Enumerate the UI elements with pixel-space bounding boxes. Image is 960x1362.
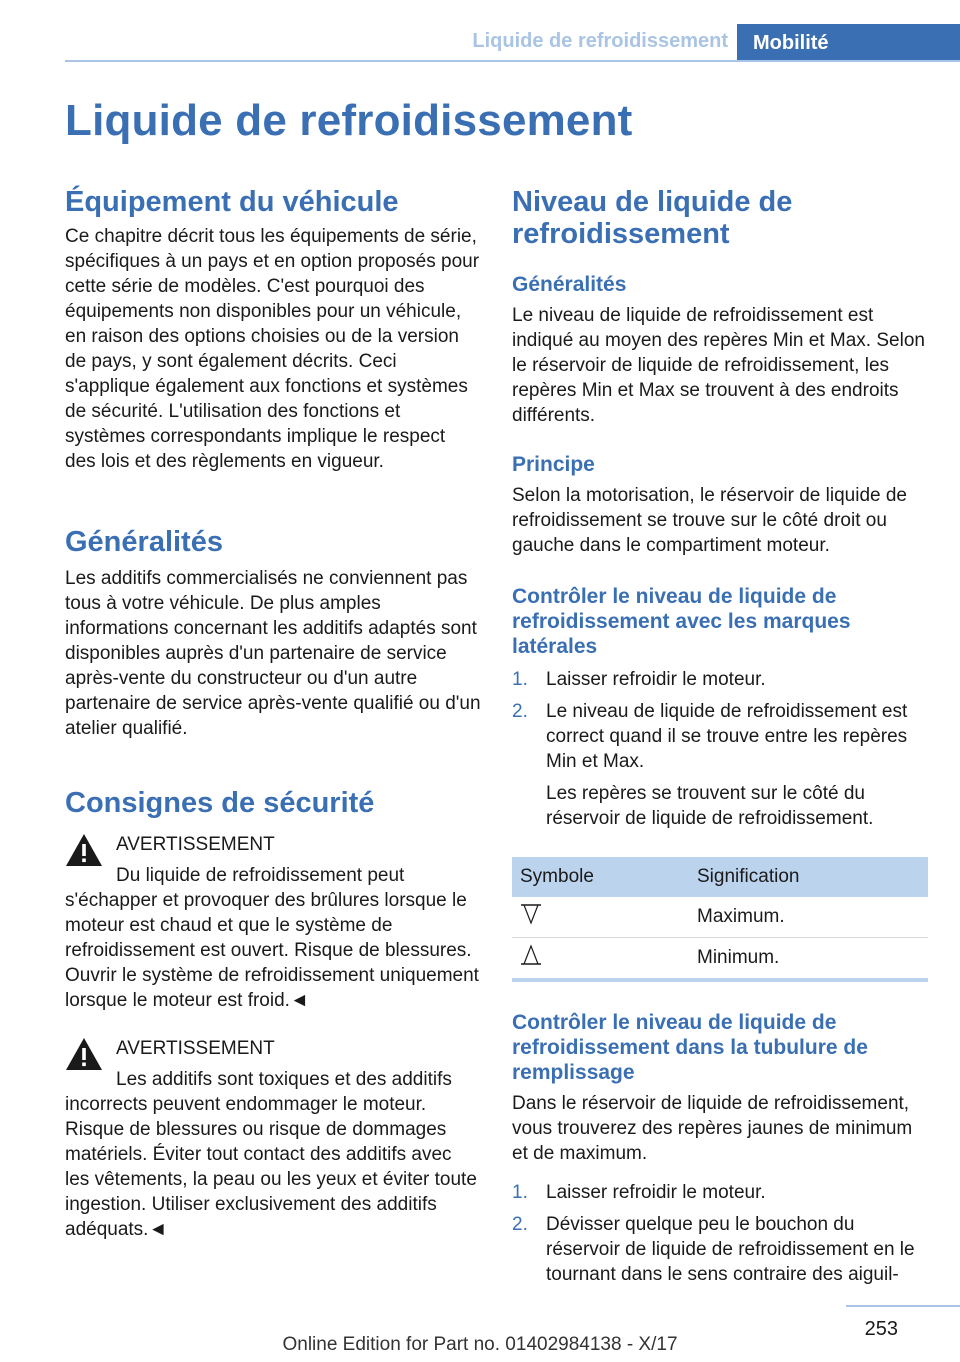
max-mark-icon (520, 903, 542, 925)
step-text: Le niveau de liquide de refroidissement est correct quand il se trouve entre les repères Min et Max. (546, 701, 908, 772)
symbol-table (512, 857, 928, 982)
table-header-symbol: Symbole (512, 857, 689, 897)
step-text: Laisser refroidir le moteur. (546, 669, 766, 690)
right-column (512, 182, 928, 1287)
principle-text: Selon la motorisation, le réservoir de liquide de refroidissement se trouve sur le côté droit ou gauche dans le compartiment moteur. (512, 485, 907, 556)
step-number: 1. (512, 1182, 528, 1203)
table-header-meaning: Signification (689, 857, 928, 897)
coolant-level-heading: Niveau de liquide de refroidissement (512, 186, 793, 250)
footer-divider (846, 1305, 960, 1307)
step-text: Laisser refroidir le moteur. (546, 1182, 766, 1203)
step-text: Dévisser quelque peu le bouchon du réservoir de liquide de refroidissement en le tournant dans le sens contraire des aiguil- (546, 1214, 915, 1285)
list-item (512, 1180, 928, 1205)
step-number: 1. (512, 669, 528, 690)
meaning-cell: Maximum. (689, 897, 928, 938)
symbol-cell (512, 938, 689, 979)
general-text: Les additifs commercialisés ne conviennent pas tous à votre véhicule. De plus amples informations concernant les additifs adaptés sont disponibles auprès d'un partenaire de service après-vente du constructeur ou d'un autre partenaire de service après-vente qualifié ou d'un atelier qualifié. (65, 568, 481, 739)
warning-triangle-icon (65, 833, 103, 867)
filler-neck-steps (512, 1180, 928, 1287)
side-marks-steps (512, 667, 928, 774)
table-row (512, 897, 928, 938)
header-tab-mobilite: Mobilité (737, 24, 960, 62)
equipment-heading: Équipement du véhicule (65, 186, 399, 218)
step-number: 2. (512, 1214, 528, 1235)
min-mark-icon (520, 944, 542, 966)
general-subheading: Généralités (512, 273, 627, 296)
symbol-cell (512, 897, 689, 938)
warning-text: Les additifs sont toxiques et des additifs incorrects peuvent endommager le moteur. Risque de blessures ou risque de dommages matériels. Éviter tout contact des additifs avec les vêtements, la peau ou les yeux et éviter toute ingestion. Utiliser exclusivement des additifs adéquats.◄ (65, 1069, 477, 1240)
page-number: 253 (864, 1318, 898, 1340)
list-item (512, 667, 928, 692)
page-title: Liquide de refroidissement (65, 96, 633, 145)
warning-title: AVERTISSEMENT (116, 1038, 275, 1059)
warning-block (65, 1037, 481, 1242)
header-divider (65, 60, 960, 62)
warning-triangle-icon (65, 1037, 103, 1071)
warning-text: Du liquide de refroidissement peut s'échapper et provoquer des brûlures lorsque le moteur est chaud et que le système de refroidissement est ouvert. Risque de blessures. Ouvrir le système de refroidissement uniquement lorsque le moteur est froid.◄ (65, 865, 479, 1011)
equipment-text: Ce chapitre décrit tous les équipements de série, spécifiques à un pays et en option proposés pour cette série de modèles. C'est pourquoi des équipements non disponibles pour un véhicule, en raison des options choisies ou de la version de pays, y sont également décrits. Ceci s'applique également aux fonctions et systèmes de sécurité. L'utilisation des fonctions et systèmes correspondants implique le respect des lois et des règlements en vigueur. (65, 226, 480, 472)
warning-title: AVERTISSEMENT (116, 834, 275, 855)
list-item (512, 699, 928, 774)
header-section-title: Liquide de refroidissement (472, 30, 728, 52)
list-item (512, 1212, 928, 1287)
edition-note: Online Edition for Part no. 01402984138 - X/17 (282, 1334, 678, 1355)
general-subtext: Le niveau de liquide de refroidissement est indiqué au moyen des repères Min et Max. Selon le réservoir de liquide de refroidissement, les repères Min et Max se trouvent à des endroits différents. (512, 305, 925, 426)
step-number: 2. (512, 701, 528, 722)
marks-note: Les repères se trouvent sur le côté du réservoir de liquide de refroidissement. (546, 783, 874, 829)
meaning-cell: Minimum. (697, 947, 780, 968)
side-marks-heading: Contrôler le niveau de liquide de refroidissement avec les marques latérales (512, 585, 851, 658)
filler-neck-text: Dans le réservoir de liquide de refroidissement, vous trouverez des repères jaunes de minimum et de maximum. (512, 1093, 913, 1164)
filler-neck-heading: Contrôler le niveau de liquide de refroidissement dans la tubulure de remplissage (512, 1011, 868, 1084)
general-heading: Généralités (65, 526, 223, 558)
left-column (65, 182, 481, 1242)
principle-heading: Principe (512, 453, 595, 476)
table-row (512, 938, 928, 979)
safety-heading: Consignes de sécurité (65, 787, 375, 819)
warning-block (65, 833, 481, 1013)
